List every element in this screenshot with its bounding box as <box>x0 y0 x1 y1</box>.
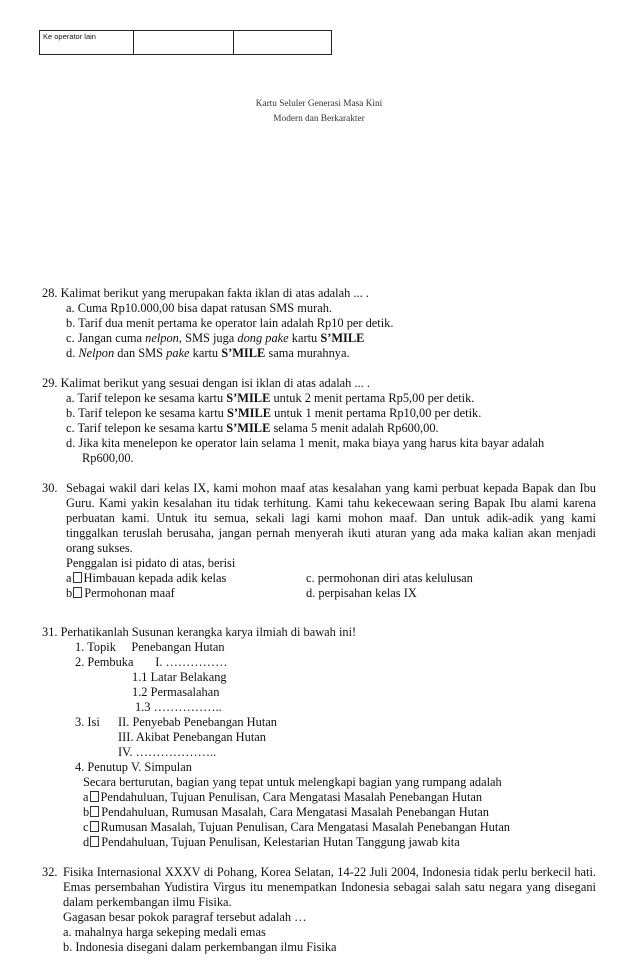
question-number: 32. <box>42 865 58 879</box>
brand-name: S’MILE <box>226 391 271 405</box>
brand-name: S’MILE <box>320 331 365 345</box>
outline-item-1-2: 1.2 Permasalahan <box>132 685 220 699</box>
option-text: Himbauan kepada adik kelas <box>83 571 227 585</box>
option-text: a. Tarif telepon ke sesama kartu <box>66 391 227 405</box>
outline-topic: 1. Topik Penebangan Hutan <box>75 640 225 654</box>
option-letter: c <box>83 820 89 834</box>
option-text: untuk 2 menit pertama Rp5,00 per detik. <box>270 391 475 405</box>
option-letter: d <box>83 835 90 849</box>
operator-tariff-table <box>39 30 332 55</box>
option-text: Pendahuluan, Tujuan Penulisan, Kelestarian Hutan Tanggung jawab kita <box>101 835 460 849</box>
ad-title-line-1: Kartu Seluler Generasi Masa Kini <box>255 99 383 109</box>
brand-name: S’MILE <box>226 421 271 435</box>
option-letter: a <box>83 790 89 804</box>
question-stem: 28. Kalimat berikut yang merupakan fakta iklan di atas adalah ... . <box>42 286 369 300</box>
option-text: , SMS juga <box>178 331 238 345</box>
option-d-line-1: d. Jika kita menelepon ke operator lain selama 1 menit, maka biaya yang harus kita bayar adalah <box>66 436 545 450</box>
option-text: kartu <box>288 331 321 345</box>
ad-title-line-2: Modern dan Berkarakter <box>273 114 365 124</box>
outline-item-4: IV. ……………….. <box>118 745 217 759</box>
option-d <box>83 835 460 850</box>
option-b: b. Tarif dua menit pertama ke operator lain adalah Rp10 per detik. <box>66 316 394 330</box>
option-a: a. mahalnya harga sekeping medali emas <box>63 925 266 939</box>
option-d <box>66 346 350 361</box>
option-a <box>66 391 474 406</box>
option-text: c. Tarif telepon ke sesama kartu <box>66 421 227 435</box>
option-b <box>66 586 175 601</box>
option-a <box>83 790 482 805</box>
option-c <box>66 331 364 346</box>
option-a: a. Cuma Rp10.000,00 bisa dapat ratusan SMS murah. <box>66 301 333 315</box>
option-b <box>66 406 481 421</box>
outline-item-3: III. Akibat Penebangan Hutan <box>118 730 266 744</box>
question-prompt: Secara berturutan, bagian yang tepat untuk melengkapi bagian yang rumpang adalah <box>83 775 502 789</box>
italic-word: Nelpon <box>78 346 115 360</box>
outline-item-1-3: 1.3 …………….. <box>135 700 222 714</box>
question-prompt: Penggalan isi pidato di atas, berisi <box>66 556 236 570</box>
outline-closing: 4. Penutup V. Simpulan <box>75 760 192 774</box>
option-text: sama murahnya. <box>265 346 350 360</box>
checkbox-glyph-icon <box>90 791 99 802</box>
option-text: Pendahuluan, Tujuan Penulisan, Cara Mengatasi Masalah Penebangan Hutan <box>100 790 483 804</box>
outline-body-label: 3. Isi <box>75 715 100 729</box>
option-text: kartu <box>189 346 222 360</box>
question-prompt: Gagasan besar pokok paragraf tersebut adalah … <box>63 910 307 924</box>
option-letter: b <box>66 586 73 600</box>
question-number: 30. <box>42 481 58 495</box>
outline-item-2: II. Penyebab Penebangan Hutan <box>118 715 277 729</box>
checkbox-glyph-icon <box>73 587 82 598</box>
option-b <box>83 805 489 820</box>
option-text: Rumusan Masalah, Tujuan Penulisan, Cara Mengatasi Masalah Penebangan Hutan <box>100 820 511 834</box>
question-stem: 31. Perhatikanlah Susunan kerangka karya ilmiah di bawah ini! <box>42 625 357 639</box>
speech-excerpt: Sebagai wakil dari kelas IX, kami mohon maaf atas kesalahan yang kami perbuat kepada Bapak dan Ibu Guru. Kami yakin kesalahan itu tidak terhitung. Kami tahu kekecewaan sering Bapak Ibu alami karena perbuatan kami. Untuk itu semua, sekali lagi kami mohon maaf. Dan untuk adik-adik yang kami tinggalkan teruslah berusaha, jangan pernah menyerah ikuti aturan yang ada maka kalian akan menjadi orang sukses. <box>66 481 596 555</box>
italic-word: dong pake <box>237 331 289 345</box>
table-cell-empty-1 <box>134 31 234 55</box>
option-text: d. <box>66 346 79 360</box>
italic-word: nelpon <box>145 331 179 345</box>
option-b: b. Indonesia disegani dalam perkembangan ilmu Fisika <box>63 940 337 954</box>
brand-name: S’MILE <box>226 406 272 420</box>
table-cell-empty-2 <box>234 31 332 55</box>
option-d-line-2: Rp600,00. <box>82 451 134 465</box>
option-c <box>83 820 510 835</box>
checkbox-glyph-icon <box>90 821 99 832</box>
option-text: c. Jangan cuma <box>66 331 146 345</box>
outline-item-1-1: 1.1 Latar Belakang <box>132 670 227 684</box>
option-a <box>66 571 226 586</box>
checkbox-glyph-icon <box>73 572 82 583</box>
option-text: selama 5 menit adalah Rp600,00. <box>270 421 439 435</box>
option-text: dan SMS <box>114 346 167 360</box>
option-text: Pendahuluan, Rumusan Masalah, Cara Mengatasi Masalah Penebangan Hutan <box>101 805 489 819</box>
option-letter: b <box>83 805 90 819</box>
checkbox-glyph-icon <box>90 806 99 817</box>
option-c: c. permohonan diri atas kelulusan <box>306 571 473 585</box>
question-stem: 29. Kalimat berikut yang sesuai dengan isi iklan di atas adalah ... . <box>42 376 370 390</box>
option-c <box>66 421 439 436</box>
option-text: untuk 1 menit pertama Rp10,00 per detik. <box>271 406 482 420</box>
paragraph-excerpt: Fisika Internasional XXXV di Pohang, Korea Selatan, 14-22 Juli 2004, Indonesia tidak perlu berkecil hati. Emas persembahan Yudistira Virgus itu menempatkan Indonesia sebagai salah satu negara yang disegani dalam perkembangan ilmu Fisika. <box>63 865 596 909</box>
option-text: b. Tarif telepon ke sesama kartu <box>66 406 227 420</box>
table-cell-operator-label: Ke operator lain <box>40 31 134 55</box>
italic-word: pake <box>166 346 190 360</box>
option-d: d. perpisahan kelas IX <box>306 586 417 600</box>
option-letter: a <box>66 571 72 585</box>
checkbox-glyph-icon <box>90 836 99 847</box>
outline-opening: 2. Pembuka I. …………… <box>75 655 228 669</box>
option-text: Permohonan maaf <box>84 586 175 600</box>
brand-name: S’MILE <box>221 346 266 360</box>
